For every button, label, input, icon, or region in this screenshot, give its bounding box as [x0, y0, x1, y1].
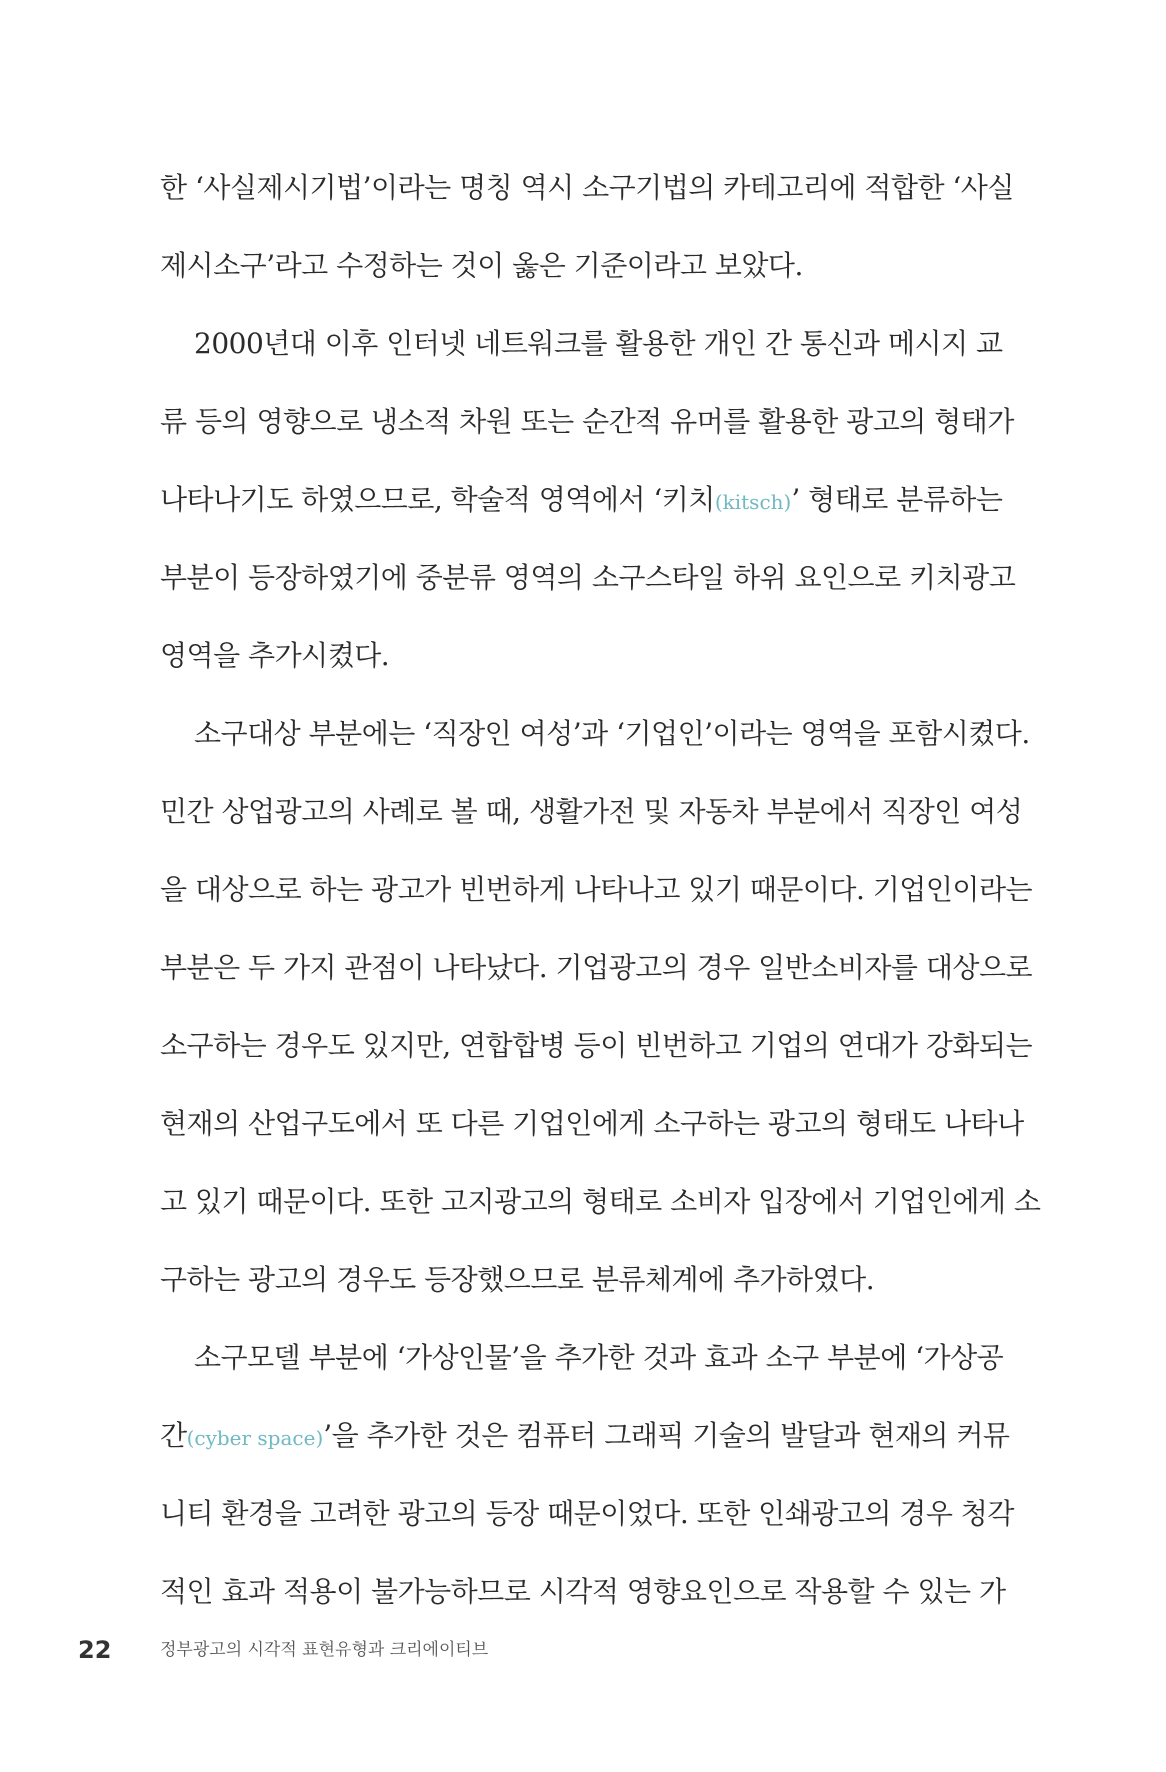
body-text: ’ 형태로 분류하는 — [791, 483, 1003, 516]
body-text: ’을 추가한 것은 컴퓨터 그래픽 기술의 발달과 현재의 커뮤 — [323, 1419, 1010, 1452]
body-line — [160, 1416, 1010, 1458]
foreign-term-kitsch: (kitsch) — [714, 490, 792, 514]
body-line: 고 있기 때문이다. 또한 고지광고의 형태로 소비자 입장에서 기업인에게 소 — [160, 1185, 1041, 1218]
body-line: 부분이 등장하였기에 중분류 영역의 소구스타일 하위 요인으로 키치광고 — [160, 561, 1016, 594]
body-line: 구하는 광고의 경우도 등장했으므로 분류체계에 추가하였다. — [160, 1263, 875, 1296]
body-line: 제시소구’라고 수정하는 것이 옳은 기준이라고 보았다. — [160, 249, 803, 282]
page-number: 22 — [78, 1636, 112, 1664]
running-title: 정부광고의 시각적 표현유형과 크리에이티브 — [160, 1640, 489, 1660]
body-text: 나타나기도 하였으므로, 학술적 영역에서 ‘키치 — [160, 483, 715, 516]
body-text: 간 — [160, 1419, 187, 1452]
foreign-term-cyber-space: (cyber space) — [186, 1426, 324, 1450]
body-line: 니티 환경을 고려한 광고의 등장 때문이었다. 또한 인쇄광고의 경우 청각 — [160, 1497, 1014, 1530]
body-line: 적인 효과 적용이 불가능하므로 시각적 영향요인으로 작용할 수 있는 가 — [160, 1575, 1006, 1608]
body-line: 류 등의 영향으로 냉소적 차원 또는 순간적 유머를 활용한 광고의 형태가 — [160, 405, 1014, 438]
paragraph-first-line: 2000년대 이후 인터넷 네트워크를 활용한 개인 간 통신과 메시지 교 — [194, 327, 1003, 360]
body-line — [160, 480, 1003, 522]
paragraph-first-line: 소구대상 부분에는 ‘직장인 여성’과 ‘기업인’이라는 영역을 포함시켰다. — [194, 717, 1030, 750]
body-line: 영역을 추가시켰다. — [160, 639, 390, 672]
body-line: 소구하는 경우도 있지만, 연합합병 등이 빈번하고 기업의 연대가 강화되는 — [160, 1029, 1033, 1062]
body-line: 을 대상으로 하는 광고가 빈번하게 나타나고 있기 때문이다. 기업인이라는 — [160, 873, 1033, 906]
body-line: 민간 상업광고의 사례로 볼 때, 생활가전 및 자동차 부분에서 직장인 여성 — [160, 795, 1023, 828]
body-line: 한 ‘사실제시기법’이라는 명칭 역시 소구기법의 카테고리에 적합한 ‘사실 — [160, 171, 1014, 204]
body-line: 부분은 두 가지 관점이 나타났다. 기업광고의 경우 일반소비자를 대상으로 — [160, 951, 1033, 984]
body-line: 현재의 산업구도에서 또 다른 기업인에게 소구하는 광고의 형태도 나타나 — [160, 1107, 1024, 1140]
paragraph-first-line: 소구모델 부분에 ‘가상인물’을 추가한 것과 효과 소구 부분에 ‘가상공 — [194, 1341, 1004, 1374]
